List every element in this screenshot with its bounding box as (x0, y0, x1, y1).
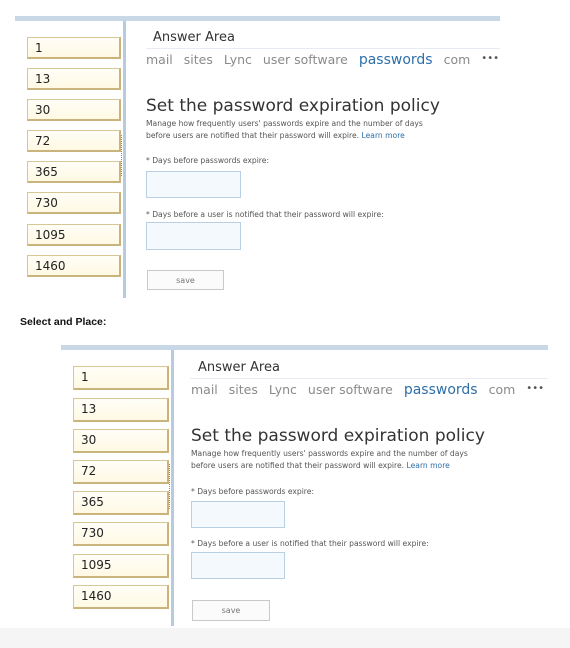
tab-lync[interactable]: Lync (268, 382, 297, 397)
description-line: Manage how frequently users' passwords expire and the number of days (146, 119, 423, 128)
choice-tile[interactable]: 30 (73, 429, 169, 453)
choice-tile[interactable]: 365 (73, 491, 169, 515)
days-before-notify-dropzone[interactable] (191, 552, 285, 579)
tab-passwords[interactable]: passwords (358, 52, 433, 68)
choice-tile[interactable]: 1 (73, 366, 169, 390)
choice-tile[interactable]: 365 (27, 161, 121, 183)
save-button[interactable]: save (192, 600, 270, 621)
page-footer (0, 628, 570, 648)
choice-tile[interactable]: 30 (27, 99, 121, 121)
description-line: before users are notified that their password will expire. Learn more (191, 461, 450, 470)
choice-tile[interactable]: 730 (27, 192, 121, 214)
choice-tile[interactable]: 1 (27, 37, 121, 59)
field1-label: * Days before passwords expire: (146, 156, 269, 165)
page-heading: Set the password expiration policy (146, 96, 440, 116)
description-line: before users are notified that their password will expire. Learn more (146, 131, 405, 140)
choice-tile[interactable]: 1095 (27, 224, 121, 246)
tab-sites[interactable]: sites (183, 52, 213, 67)
field2-label: * Days before a user is notified that their password will expire: (146, 210, 384, 219)
more-tabs-icon[interactable]: ••• (481, 53, 499, 64)
field2-label: * Days before a user is notified that their password will expire: (191, 539, 429, 548)
learn-more-link[interactable]: Learn more (361, 131, 405, 140)
choice-tile[interactable]: 13 (27, 68, 121, 90)
days-before-expire-dropzone[interactable] (191, 501, 285, 528)
save-button[interactable]: save (147, 270, 224, 290)
tab-com[interactable]: com (443, 52, 471, 67)
description-line: Manage how frequently users' passwords expire and the number of days (191, 449, 468, 458)
tab-user-software[interactable]: user software (262, 52, 348, 67)
tab-lync[interactable]: Lync (223, 52, 252, 67)
choice-tile[interactable]: 72 (73, 460, 169, 484)
more-tabs-icon[interactable]: ••• (526, 383, 544, 394)
tab-com[interactable]: com (488, 382, 516, 397)
tab-mail[interactable]: mail (191, 382, 218, 397)
choice-tile[interactable]: 72 (27, 130, 121, 152)
section-caption: Select and Place: (20, 316, 107, 328)
tab-bar (191, 382, 544, 398)
choice-tile[interactable]: 13 (73, 398, 169, 422)
field1-label: * Days before passwords expire: (191, 487, 314, 496)
choice-tile[interactable]: 1460 (73, 585, 169, 609)
page-heading: Set the password expiration policy (191, 426, 485, 446)
choice-tile[interactable]: 1095 (73, 554, 169, 578)
resize-handle-icon[interactable] (169, 464, 170, 510)
answer-area-title: Answer Area (198, 360, 280, 375)
choice-tile[interactable]: 730 (73, 522, 169, 546)
tab-passwords[interactable]: passwords (403, 382, 478, 398)
panel-divider (171, 350, 174, 626)
tab-mail[interactable]: mail (146, 52, 173, 67)
title-rule (190, 378, 548, 379)
policy-description (191, 448, 531, 472)
learn-more-link[interactable]: Learn more (406, 461, 450, 470)
top-bar (61, 345, 548, 350)
tab-sites[interactable]: sites (228, 382, 258, 397)
choice-tile[interactable]: 1460 (27, 255, 121, 277)
answer-area-title: Answer Area (153, 30, 235, 45)
tab-user-software[interactable]: user software (307, 382, 393, 397)
